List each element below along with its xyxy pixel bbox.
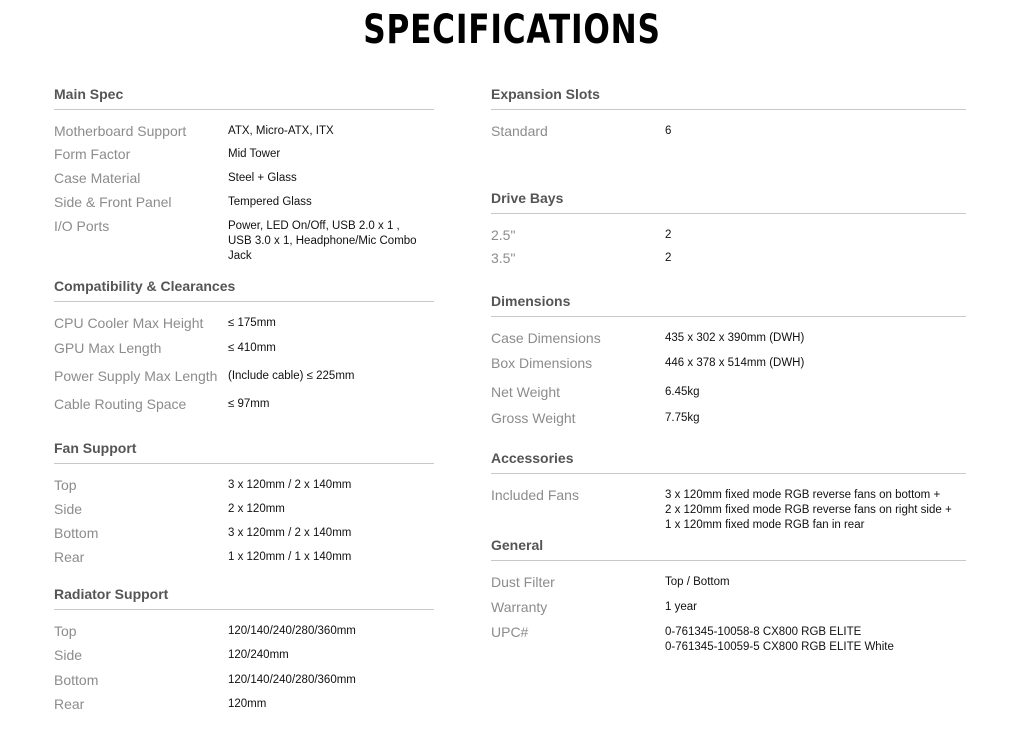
spec-label: Case Dimensions [491, 330, 601, 346]
section-heading: Fan Support [54, 440, 434, 464]
spec-section-dimensions [491, 293, 966, 426]
spec-row [54, 339, 276, 357]
spec-label: Case Material [54, 170, 141, 186]
spec-label: GPU Max Length [54, 340, 162, 356]
spec-value: 0-761345-10058-8 CX800 RGB ELITE 0-761345-10059-5 CX800 RGB ELITE White [665, 626, 894, 653]
spec-label: Top [54, 623, 77, 639]
spec-label: Form Factor [54, 146, 131, 162]
section-heading: Compatibility & Clearances [54, 278, 434, 302]
spec-row [54, 524, 351, 542]
spec-label: Power Supply Max Length [54, 368, 218, 384]
spec-row [491, 329, 804, 347]
section-heading: Main Spec [54, 86, 434, 110]
spec-label: Standard [491, 123, 548, 139]
spec-label: 3.5" [491, 250, 516, 266]
spec-label: Top [54, 477, 77, 493]
spec-label: Rear [54, 696, 85, 712]
spec-value: 6 [665, 125, 672, 137]
spec-row [54, 169, 297, 187]
spec-value: 6.45kg [665, 386, 700, 398]
spec-row [54, 500, 285, 518]
spec-label: Side [54, 501, 83, 517]
spec-section-fan-support [54, 440, 434, 565]
spec-label: Side [54, 647, 83, 663]
spec-label: Cable Routing Space [54, 396, 187, 412]
spec-label: I/O Ports [54, 218, 110, 234]
spec-label: Bottom [54, 672, 99, 688]
spec-value: ≤ 410mm [228, 342, 276, 354]
spec-label: Warranty [491, 599, 548, 615]
spec-label: Included Fans [491, 487, 579, 503]
section-heading: Expansion Slots [491, 86, 966, 110]
spec-label: Net Weight [491, 384, 560, 400]
spec-row [54, 671, 356, 689]
spec-value: 7.75kg [665, 412, 700, 424]
spec-row [54, 622, 356, 640]
section-heading: General [491, 537, 966, 561]
spec-section-compatibility-clearances [54, 278, 434, 412]
spec-label: Bottom [54, 525, 99, 541]
spec-row [54, 646, 289, 664]
spec-section-expansion-slots [491, 86, 966, 139]
spec-section-radiator-support [54, 586, 434, 712]
section-heading: Dimensions [491, 293, 966, 317]
spec-label: Motherboard Support [54, 123, 187, 139]
spec-row [54, 122, 334, 140]
spec-row [54, 476, 351, 494]
spec-value: 120/140/240/280/360mm [228, 674, 356, 686]
spec-value: 120/140/240/280/360mm [228, 625, 356, 637]
spec-section-accessories [491, 450, 966, 531]
spec-value: 120mm [228, 698, 267, 710]
spec-row [491, 383, 700, 401]
spec-row [54, 217, 434, 264]
spec-label: UPC# [491, 624, 529, 640]
spec-value: Power, LED On/Off, USB 2.0 x 1 , USB 3.0 x 1, Headphone/Mic Combo Jack [228, 220, 417, 262]
spec-value: 435 x 302 x 390mm (DWH) [665, 332, 805, 344]
spec-row [54, 193, 312, 211]
spec-value: (Include cable) ≤ 225mm [228, 370, 355, 382]
spec-section-general [491, 537, 966, 653]
spec-row [491, 598, 697, 616]
spec-value: Top / Bottom [665, 576, 730, 588]
spec-section-main-spec [54, 86, 434, 262]
spec-value: 2 [665, 252, 672, 264]
spec-section-drive-bays [491, 190, 966, 266]
spec-value: ATX, Micro-ATX, ITX [228, 125, 334, 137]
spec-value: 2 x 120mm [228, 503, 285, 515]
spec-row [54, 145, 280, 163]
spec-row [491, 122, 671, 140]
spec-value: 3 x 120mm fixed mode RGB reverse fans on bottom + 2 x 120mm fixed mode RGB reverse fans on right side + 1 x 120mm fixed mode RGB fan in rear [665, 489, 952, 531]
spec-label: Box Dimensions [491, 355, 593, 371]
spec-label: Gross Weight [491, 410, 576, 426]
spec-value: 1 year [665, 601, 697, 613]
section-heading: Accessories [491, 450, 966, 474]
spec-value: 3 x 120mm / 2 x 140mm [228, 479, 352, 491]
spec-row [491, 226, 671, 244]
spec-row [54, 695, 266, 713]
spec-row [491, 249, 671, 267]
spec-value: Mid Tower [228, 148, 281, 160]
spec-label: Rear [54, 549, 85, 565]
spec-row [491, 623, 894, 655]
page-title: SPECIFICATIONS [363, 7, 661, 53]
spec-row [491, 354, 804, 372]
spec-value: 1 x 120mm / 1 x 140mm [228, 551, 352, 563]
section-heading: Drive Bays [491, 190, 966, 214]
section-heading: Radiator Support [54, 586, 434, 610]
spec-value: 446 x 378 x 514mm (DWH) [665, 357, 805, 369]
spec-label: Side & Front Panel [54, 194, 172, 210]
spec-row [491, 486, 952, 533]
spec-row [54, 395, 269, 413]
spec-value: Steel + Glass [228, 172, 297, 184]
spec-label: Dust Filter [491, 574, 555, 590]
spec-row [54, 314, 276, 332]
spec-label: CPU Cooler Max Height [54, 315, 204, 331]
spec-value: 3 x 120mm / 2 x 140mm [228, 527, 352, 539]
spec-row [491, 409, 700, 427]
spec-row [491, 573, 730, 591]
spec-value: ≤ 175mm [228, 317, 276, 329]
spec-value: 120/240mm [228, 649, 289, 661]
spec-value: Tempered Glass [228, 196, 312, 208]
spec-row [54, 367, 354, 385]
spec-value: ≤ 97mm [228, 398, 270, 410]
spec-value: 2 [665, 229, 672, 241]
spec-label: 2.5" [491, 227, 516, 243]
spec-row [54, 548, 351, 566]
